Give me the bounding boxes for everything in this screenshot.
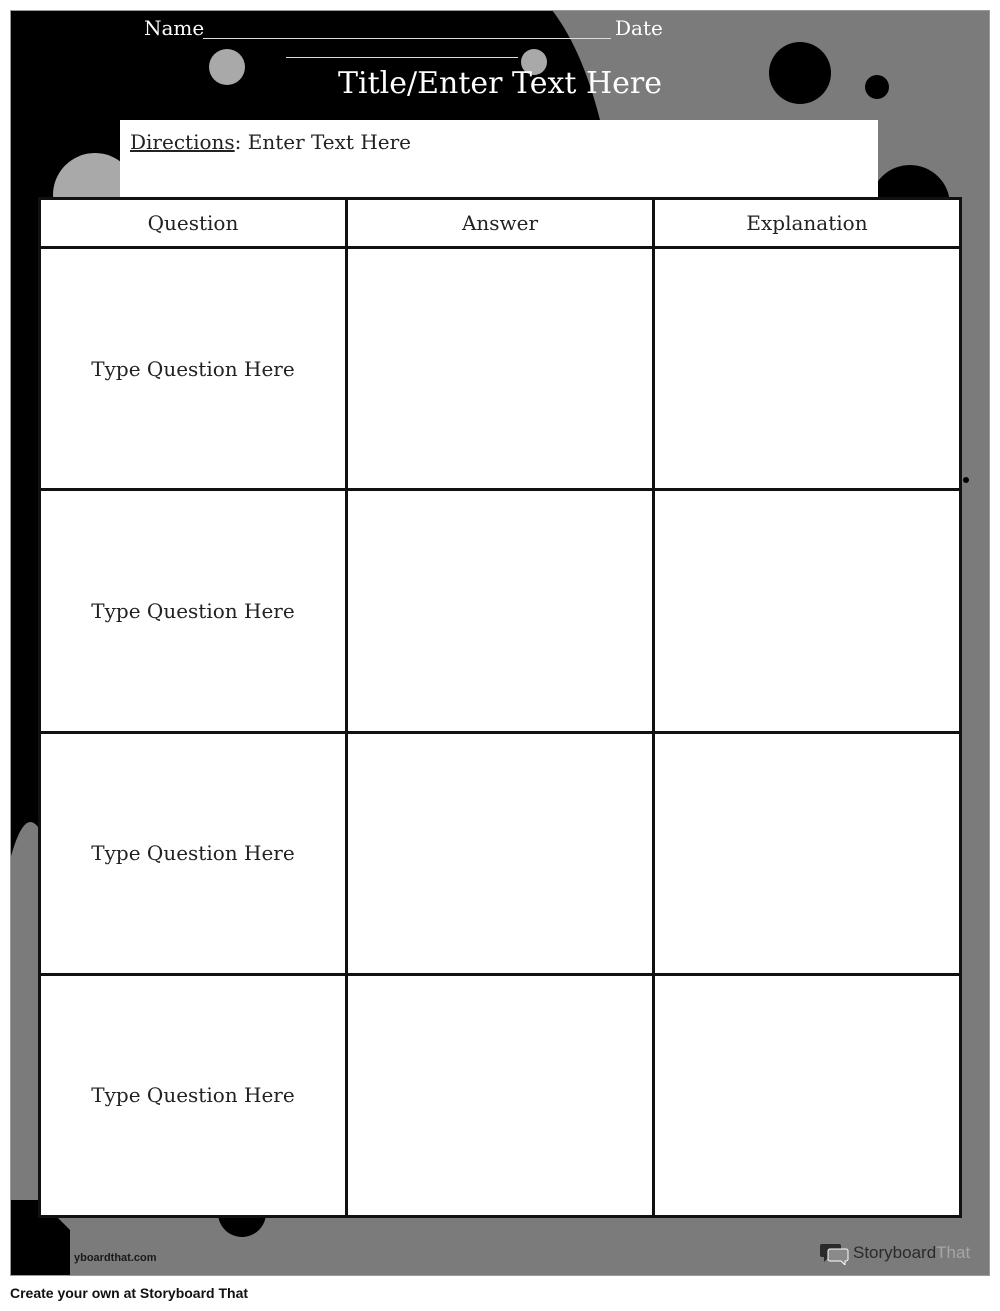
directions-box[interactable]: [120, 120, 878, 197]
date-input-line[interactable]: [286, 57, 518, 58]
directions-label: Directions: [130, 130, 235, 154]
brand-name-storyboard: Storyboard: [853, 1243, 937, 1262]
question-cell[interactable]: Type Question Here: [40, 974, 347, 1216]
question-cell[interactable]: Type Question Here: [40, 490, 347, 732]
column-header-explanation: Explanation: [654, 199, 961, 248]
name-input-line[interactable]: [203, 38, 611, 39]
storyboardthat-logo[interactable]: [820, 1240, 970, 1266]
table-row: [40, 974, 961, 1216]
table-header-row: [40, 199, 961, 248]
black-circle-edge-right: [963, 477, 969, 483]
column-header-question: Question: [40, 199, 347, 248]
directions-text: [130, 130, 411, 154]
answer-cell[interactable]: [347, 490, 654, 732]
table-row: [40, 248, 961, 490]
worksheet-title[interactable]: Title/Enter Text Here: [338, 66, 662, 101]
credit-line[interactable]: Create your own at Storyboard That: [10, 1285, 249, 1301]
table-row: [40, 490, 961, 732]
explanation-cell[interactable]: [654, 248, 961, 490]
directions-content: : Enter Text Here: [234, 130, 411, 154]
date-label: Date: [615, 16, 663, 40]
answer-cell[interactable]: [347, 248, 654, 490]
footer-url[interactable]: yboardthat.com: [74, 1252, 157, 1264]
brand-name-that: That: [936, 1243, 971, 1262]
question-cell[interactable]: Type Question Here: [40, 732, 347, 974]
question-cell[interactable]: Type Question Here: [40, 248, 347, 490]
answer-cell[interactable]: [347, 732, 654, 974]
qa-table: [38, 197, 962, 1218]
speech-bubble-icon: [820, 1241, 850, 1265]
name-label: Name: [144, 16, 205, 40]
explanation-cell[interactable]: [654, 732, 961, 974]
explanation-cell[interactable]: [654, 974, 961, 1216]
column-header-answer: Answer: [347, 199, 654, 248]
explanation-cell[interactable]: [654, 490, 961, 732]
answer-cell[interactable]: [347, 974, 654, 1216]
table-row: [40, 732, 961, 974]
